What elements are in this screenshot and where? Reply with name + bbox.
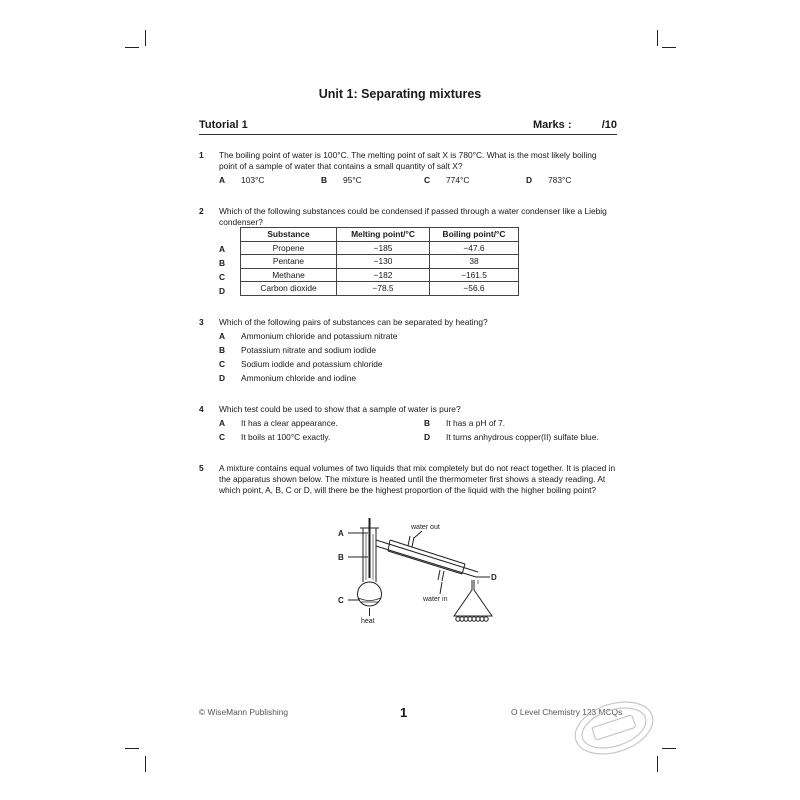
question-4	[199, 404, 619, 444]
table-row	[241, 255, 519, 269]
option-d: D It turns anhydrous copper(II) sulfate blue.	[424, 432, 599, 442]
substance-cell: Pentane	[241, 255, 337, 269]
substance-cell: Methane	[241, 268, 337, 282]
label-water-out: water out	[411, 524, 440, 531]
boiling-point-cell: −56.6	[430, 282, 519, 296]
question-text: Which test could be used to show that a sample of water is pure?	[219, 404, 461, 414]
column-header: Boiling point/°C	[430, 228, 519, 242]
question-number: 5	[199, 463, 204, 473]
footer-book-title: O Level Chemistry 123 MCQs	[511, 707, 623, 717]
marks-total: /10	[601, 119, 617, 131]
label-leader-water-in	[440, 582, 442, 594]
row-letter-d: D	[219, 286, 226, 296]
header-divider	[199, 134, 617, 135]
label-c: C	[338, 596, 344, 605]
conical-flask	[454, 580, 492, 616]
option-c: C 774°C	[424, 175, 470, 185]
substance-cell: Carbon dioxide	[241, 282, 337, 296]
question-text: Which of the following pairs of substances can be separated by heating?	[219, 317, 488, 327]
label-b: B	[338, 553, 344, 562]
tutorial-label: Tutorial 1	[199, 119, 248, 131]
marks-label: Marks :	[533, 119, 572, 131]
substance-cell: Propene	[241, 241, 337, 255]
label-a: A	[338, 529, 344, 538]
option-a: A 103°C	[219, 175, 265, 185]
liebig-condenser	[376, 536, 478, 581]
melting-point-cell: −182	[337, 268, 430, 282]
option-a: A Ammonium chloride and potassium nitrate	[219, 331, 398, 341]
row-letter-a: A	[219, 244, 226, 254]
question-number: 2	[199, 206, 204, 216]
question-number: 4	[199, 404, 204, 414]
table-header-row	[241, 228, 519, 242]
column-header: Melting point/°C	[337, 228, 430, 242]
boiling-point-cell: −161.5	[430, 268, 519, 282]
round-bottom-flask	[358, 582, 382, 606]
crop-mark	[662, 47, 676, 48]
question-text: Which of the following substances could be condensed if passed through a water condenser like a Liebig condenser?	[219, 206, 607, 227]
question-number: 1	[199, 150, 204, 160]
table-row	[241, 282, 519, 296]
page-number: 1	[400, 705, 408, 720]
column-header: Substance	[241, 228, 337, 242]
label-heat: heat	[361, 618, 375, 625]
row-letter-c: C	[219, 272, 226, 282]
melting-point-cell: −130	[337, 255, 430, 269]
tutorial-header	[199, 119, 617, 133]
crop-mark	[125, 748, 139, 749]
crop-mark	[125, 47, 139, 48]
row-letter-b: B	[219, 258, 226, 268]
boiling-point-cell: 38	[430, 255, 519, 269]
question-text: The boiling point of water is 100°C. The melting point of salt X is 780°C. What is the most likely boiling point of a sample of water that contains a small quantity of salt X?	[219, 150, 597, 171]
crop-mark	[662, 748, 676, 749]
question-number: 3	[199, 317, 204, 327]
table-row	[241, 241, 519, 255]
option-d: D 783°C	[526, 175, 572, 185]
option-c: C It boils at 100°C exactly.	[219, 432, 331, 442]
boiling-point-cell: −47.6	[430, 241, 519, 255]
table-row	[241, 268, 519, 282]
melting-point-cell: −78.5	[337, 282, 430, 296]
option-a: A It has a clear appearance.	[219, 418, 338, 428]
question-5	[199, 463, 619, 499]
crop-mark	[657, 30, 658, 46]
distillation-apparatus-diagram	[330, 512, 510, 630]
melting-point-cell: −185	[337, 241, 430, 255]
crop-mark	[145, 756, 146, 772]
question-1	[199, 150, 619, 190]
label-leader-water-out	[414, 531, 422, 538]
label-water-in: water in	[423, 596, 448, 603]
option-d: D Ammonium chloride and iodine	[219, 373, 356, 383]
page-title: Unit 1: Separating mixtures	[318, 87, 482, 101]
option-b: B Potassium nitrate and sodium iodide	[219, 345, 377, 355]
substance-table	[240, 227, 519, 296]
heater-coil	[456, 617, 488, 621]
label-d: D	[491, 573, 497, 582]
question-3	[199, 317, 619, 387]
question-text: A mixture contains equal volumes of two liquids that mix completely but do not react together. It is placed in the apparatus shown below. The mixture is heated until the thermometer first shows a steady reading. At which point, A, B, C or D, will there be the highest proportion of the liquid with the higher boiling point?	[219, 463, 616, 495]
option-c: C Sodium iodide and potassium chloride	[219, 359, 383, 369]
option-b: B It has a pH of 7.	[424, 418, 506, 428]
watermark-stamp	[565, 693, 663, 763]
crop-mark	[145, 30, 146, 46]
footer-publisher: © WiseMann Publishing	[199, 707, 289, 717]
option-b: B 95°C	[321, 175, 362, 185]
